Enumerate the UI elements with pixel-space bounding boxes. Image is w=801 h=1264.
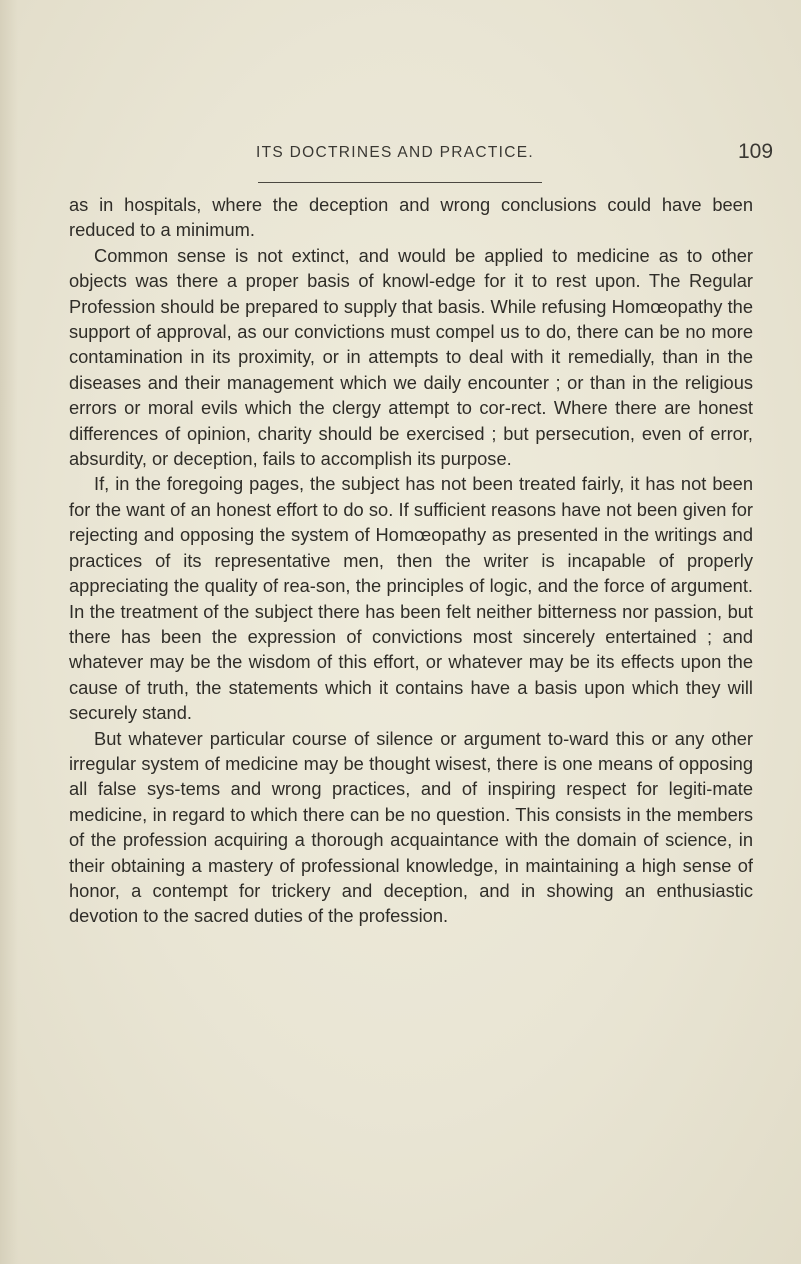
paragraph-common-sense: Common sense is not extinct, and would be applied to medicine as to other objects was there a proper basis of knowl-edge for it to rest upon. The Regular Profession should be prepared to supply that basis. While refusing Homœopathy the support of approval, as our convictions must compel us to do, there can be no more contamination in its proximity, or in attempts to deal with it remedially, than in the diseases and their management which we daily encounter ; or than in the religious errors or moral evils which the clergy attempt to cor-rect. Where there are honest differences of opinion, charity should be exercised ; but persecution, even of error, absurdity, or deception, fails to accomplish its purpose. — [69, 244, 753, 470]
running-head: ITS DOCTRINES AND PRACTICE. — [256, 144, 534, 161]
binding-gutter-shadow — [0, 0, 18, 1264]
header-rule — [258, 182, 542, 183]
body-text — [69, 192, 753, 929]
paragraph-foregoing-pages: If, in the foregoing pages, the subject has not been treated fairly, it has not been for the want of an honest effort to do so. If sufficient reasons have not been given for rejecting and opposing the system of Homœopathy as presented in the writings and practices of its representative men, then the writer is incapable of properly appreciating the quality of rea-son, the principles of logic, and the force of argument. In the treatment of the subject there has been felt neither bitterness nor passion, but there has been the expression of convictions most sincerely entertained ; and whatever may be the wisdom of this effort, or whatever may be its effects upon the cause of truth, the statements which it contains have a basis upon which they will securely stand. — [69, 473, 753, 724]
page-number: 109 — [738, 140, 774, 163]
paragraph-whatever-course: But whatever particular course of silence or argument to-ward this or any other irregular system of medicine may be thought wisest, there is one means of opposing all false sys-tems and wrong practices, and of inspiring respect for legiti-mate medicine, in regard to which there can be no question. This consists in the members of the profession acquiring a thorough acquaintance with the domain of science, in their obtaining a mastery of professional knowledge, in maintaining a high sense of honor, a contempt for trickery and deception, and in showing an enthusiastic devotion to the sacred duties of the profession. — [69, 727, 753, 927]
paragraph-continuation: as in hospitals, where the deception and wrong conclusions could have been reduced to a minimum. — [69, 194, 753, 241]
